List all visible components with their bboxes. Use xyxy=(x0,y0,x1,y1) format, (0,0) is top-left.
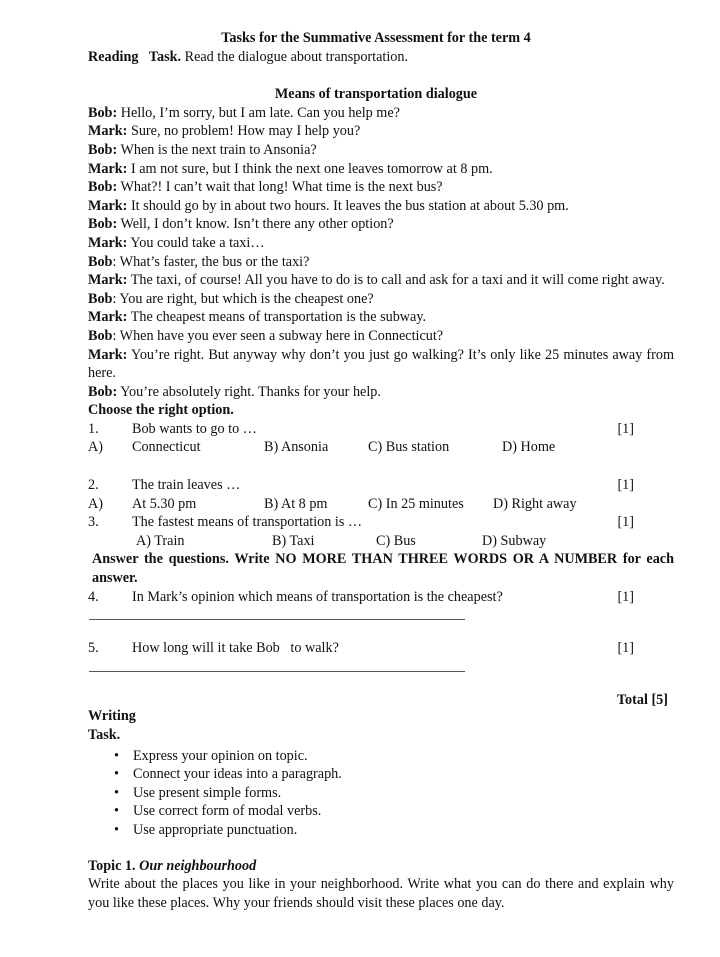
dialogue-line xyxy=(88,253,674,272)
list-item: • Use appropriate punctuation. xyxy=(114,821,674,840)
question-1-options xyxy=(88,438,674,457)
dialogue-line xyxy=(88,215,674,234)
speaker-label: Bob xyxy=(88,327,113,344)
option-c: C) In 25 minutes xyxy=(368,495,464,512)
list-item: • Use correct form of modal verbs. xyxy=(114,802,674,821)
option-b: B) Taxi xyxy=(272,532,315,549)
dialogue-text: Sure, no problem! How may I help you? xyxy=(127,123,361,140)
reading-task-label: Reading Task. xyxy=(88,48,182,65)
question-2 xyxy=(88,476,674,495)
option-d: D) Right away xyxy=(493,495,577,512)
option-b: B) Ansonia xyxy=(264,439,329,456)
question-number: 3. xyxy=(88,514,99,531)
dialogue-text: : You are right, but which is the cheapest one? xyxy=(112,290,374,307)
dialogue-line xyxy=(88,122,674,141)
speaker-label: Bob xyxy=(88,290,113,307)
dialogue-text: Well, I don’t know. Isn’t there any other option? xyxy=(117,216,394,233)
option-letter: A) xyxy=(88,439,103,456)
dialogue-line xyxy=(88,234,674,253)
answer-line-4[interactable] xyxy=(89,619,465,620)
speaker-label: Mark: xyxy=(88,346,128,363)
speaker-label: Mark: xyxy=(88,309,128,326)
question-number: 5. xyxy=(88,640,99,657)
speaker-label: Mark: xyxy=(88,234,128,251)
dialogue-text: When is the next train to Ansonia? xyxy=(117,141,317,158)
question-5 xyxy=(88,639,674,658)
speaker-label: Bob: xyxy=(88,216,118,233)
option-d: D) Home xyxy=(502,439,556,456)
speaker-label: Mark: xyxy=(88,272,128,289)
question-2-options xyxy=(88,495,674,514)
dialogue-line xyxy=(88,197,674,216)
speaker-label: Bob: xyxy=(88,383,118,400)
question-3-options xyxy=(88,532,674,551)
dialogue-text: The cheapest means of transportation is the subway. xyxy=(127,309,427,326)
topic-instructions: Write about the places you like in your neighborhood. Write what you can do there and explain why you like these places. Why your friends should visit these places one day. xyxy=(88,876,674,911)
option-c: C) Bus station xyxy=(368,439,450,456)
speaker-label: Bob: xyxy=(88,104,118,121)
dialogue-line xyxy=(88,346,674,383)
writing-task-label: Task. xyxy=(88,727,121,743)
speaker-label: Mark: xyxy=(88,123,128,140)
question-number: 2. xyxy=(88,477,99,494)
dialogue-line xyxy=(88,160,674,179)
total-score: Total [5] xyxy=(616,691,668,708)
dialogue-text: What?! I can’t wait that long! What time is the next bus? xyxy=(117,179,443,196)
question-number: 1. xyxy=(88,420,99,437)
speaker-label: Bob xyxy=(88,253,113,270)
question-mark: [1] xyxy=(617,477,634,494)
option-c: C) Bus xyxy=(376,532,416,549)
answer-heading: Answer the questions. Write NO MORE THAN THREE WORDS OR A NUMBER for each answer. xyxy=(92,551,674,587)
question-mark: [1] xyxy=(617,420,634,437)
dialogue xyxy=(88,104,674,402)
dialogue-text: You’re right. But anyway why don’t you just go walking? It’s only like 25 minutes away from here. xyxy=(88,346,674,382)
question-text: Bob wants to go to … xyxy=(132,420,257,437)
dialogue-line xyxy=(88,271,674,290)
dialogue-line xyxy=(88,290,674,309)
option-a: Connecticut xyxy=(132,439,201,456)
topic-title: Our neighbourhood xyxy=(139,857,257,874)
topic-heading xyxy=(88,857,674,876)
question-number: 4. xyxy=(88,588,99,605)
option-d: D) Subway xyxy=(482,532,547,549)
worksheet-title: Tasks for the Summative Assessment for the term 4 xyxy=(221,30,531,46)
dialogue-text: : When have you ever seen a subway here in Connecticut? xyxy=(112,327,444,344)
dialogue-text: : What’s faster, the bus or the taxi? xyxy=(112,253,310,270)
option-b: B) At 8 pm xyxy=(264,495,328,512)
question-mark: [1] xyxy=(617,640,634,657)
answer-line-5[interactable] xyxy=(89,671,465,672)
dialogue-text: It should go by in about two hours. It leaves the bus station at about 5.30 pm. xyxy=(127,197,569,214)
list-item: • Connect your ideas into a paragraph. xyxy=(114,765,674,784)
question-text: How long will it take Bob to walk? xyxy=(132,640,339,657)
dialogue-line xyxy=(88,178,674,197)
writing-criteria-list xyxy=(88,747,674,840)
question-1 xyxy=(88,420,674,439)
list-item: • Express your opinion on topic. xyxy=(114,747,674,766)
question-text: The fastest means of transportation is … xyxy=(132,514,363,531)
speaker-label: Mark: xyxy=(88,160,128,177)
dialogue-line xyxy=(88,327,674,346)
speaker-label: Bob: xyxy=(88,141,118,158)
dialogue-text: You could take a taxi… xyxy=(127,234,265,251)
dialogue-line xyxy=(88,104,674,123)
writing-heading: Writing xyxy=(88,708,136,725)
question-mark: [1] xyxy=(617,588,634,605)
choose-heading: Choose the right option. xyxy=(88,402,234,419)
dialogue-text: I am not sure, but I think the next one leaves tomorrow at 8 pm. xyxy=(127,160,493,177)
dialogue-text: Hello, I’m sorry, but I am late. Can you help me? xyxy=(117,104,400,121)
question-text: The train leaves … xyxy=(132,477,241,494)
speaker-label: Mark: xyxy=(88,197,128,214)
option-a: A) Train xyxy=(136,532,185,549)
dialogue-text: The taxi, of course! All you have to do is to call and ask for a taxi and it will come right away. xyxy=(127,272,665,289)
question-text: In Mark’s opinion which means of transportation is the cheapest? xyxy=(132,588,503,605)
dialogue-line xyxy=(88,383,674,402)
question-3 xyxy=(88,513,674,532)
question-4 xyxy=(88,588,674,607)
topic-label: Topic 1. xyxy=(88,857,136,874)
dialogue-line xyxy=(88,308,674,327)
question-mark: [1] xyxy=(617,514,634,531)
reading-task-instruction: Read the dialogue about transportation. xyxy=(181,48,409,65)
list-item: • Use present simple forms. xyxy=(114,784,674,803)
speaker-label: Bob: xyxy=(88,179,118,196)
option-a: At 5.30 pm xyxy=(132,495,197,512)
dialogue-title: Means of transportation dialogue xyxy=(274,86,478,103)
option-letter: A) xyxy=(88,495,103,512)
dialogue-line xyxy=(88,141,674,160)
reading-task-line xyxy=(88,48,674,67)
dialogue-text: You’re absolutely right. Thanks for your help. xyxy=(117,383,381,400)
